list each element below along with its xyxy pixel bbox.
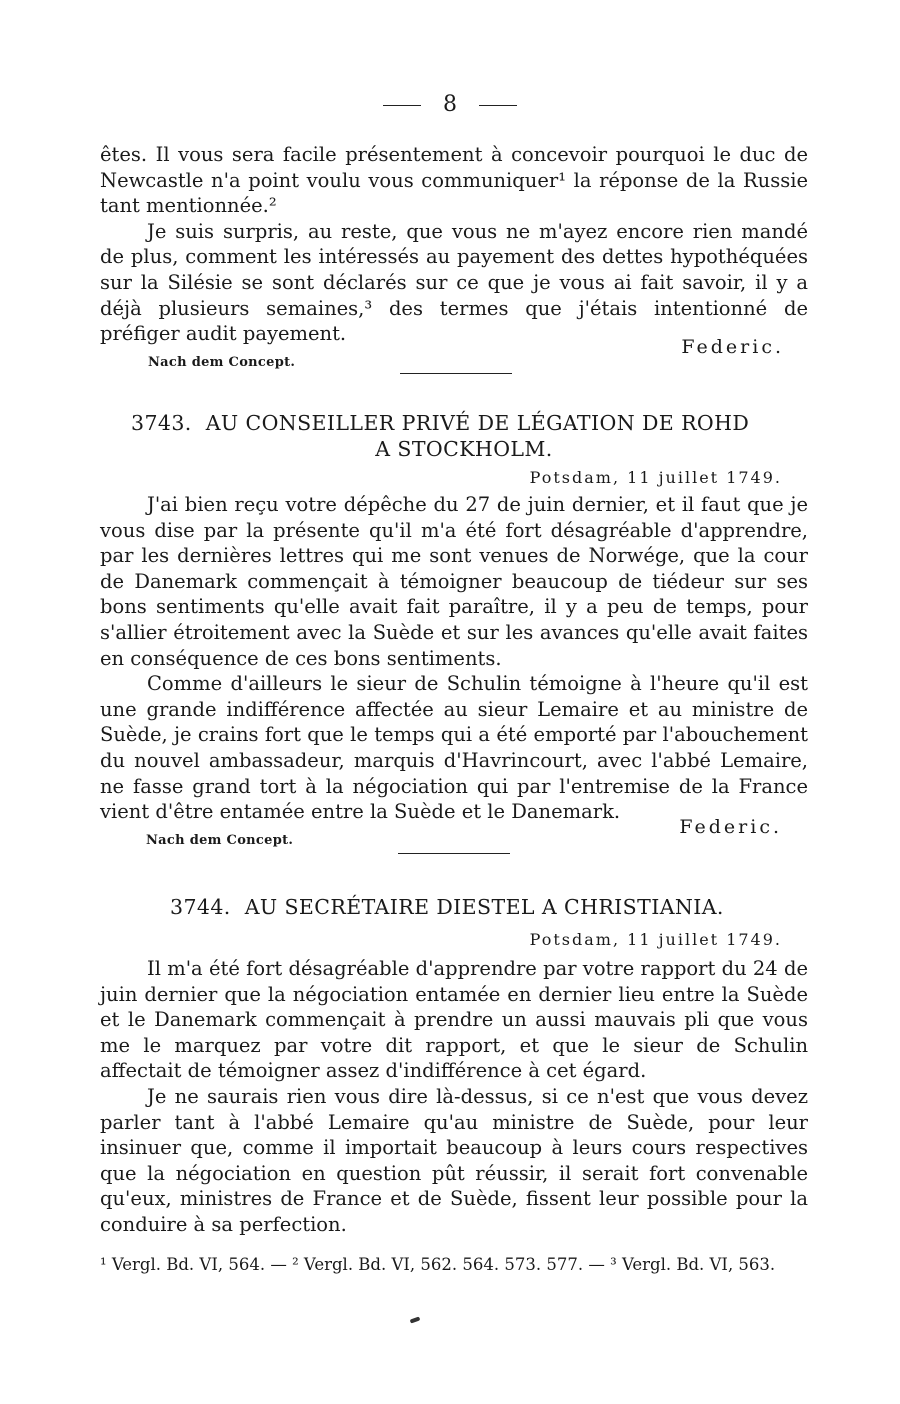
paragraph: Comme d'ailleurs le sieur de Schulin témoigne à l'heure qu'il est une grande indifférence affectée au sieur Lemaire et au ministre de Suède, je crains fort que le temps qui a été emporté par l'abouchement du nouvel ambassadeur, marquis d'Havrincourt, avec l'abbé Lemaire, ne fasse grand tort à la négociation qui par l'entremise de la France vient d'être entamée entre la Suède et le Danemark. <box>100 672 808 824</box>
paragraph: Je suis surpris, au reste, que vous ne m'ayez encore rien mandé de plus, comment les intéressés au payement des dettes hypothéquées sur la Silésie se sont déclarés sur ce que je vous ai fait savoir, il y a déjà plusieurs semaines,³ des termes que j'étais intentionné de préfiger audit payement. <box>100 219 808 346</box>
letter-title: AU SECRÉTAIRE DIESTEL A CHRISTIANIA. <box>244 895 724 919</box>
letter-dateline <box>530 930 782 949</box>
paragraph: Je ne saurais rien vous dire là-dessus, si ce n'est que vous devez parler tant à l'abbé Lemaire qu'au ministre de Suède, pour leur insinuer que, comme il importait beaucoup à leurs cours respectives que la négociation en question pût réussir, il serait fort convenable qu'eux, ministres de France et de Suède, fissent leur possible pour la conduire à sa perfection. <box>100 1084 808 1236</box>
page-number: 8 <box>443 92 457 117</box>
ink-mark <box>410 1316 421 1323</box>
letter-title: AU CONSEILLER PRIVÉ DE LÉGATION DE ROHD <box>205 411 750 435</box>
page-header <box>0 92 900 117</box>
letter-number: 3744. <box>170 895 231 919</box>
previous-letter-continuation <box>100 142 808 347</box>
letter-number: 3743. <box>131 411 192 435</box>
letter-heading <box>0 410 900 462</box>
letter-date: 11 juillet 1749. <box>627 468 782 487</box>
letter-heading <box>0 894 900 920</box>
letter-body <box>100 956 808 1238</box>
paragraph: êtes. Il vous sera facile présentement à concevoir pourquoi le duc de Newcastle n'a point voulu vous communiquer¹ la réponse de la Russie tant mentionnée.² <box>100 143 808 218</box>
paragraph: J'ai bien reçu votre dépêche du 27 de juin dernier, et il faut que je vous dise par la présente qu'il m'a été fort désagréable d'apprendre, par les dernières lettres qui me sont venues de Norwége, que la cour de Danemark commençait à témoigner beaucoup de tiédeur sur ses bons sentiments qu'elle avait fait paraître, il y a peu de temps, pour s'allier étroitement avec la Suède et sur les avances qu'elle avait faites en conséquence de ces bons sentiments. <box>100 493 808 670</box>
letter-date: 11 juillet 1749. <box>627 930 782 949</box>
letter-place: Potsdam, <box>529 468 621 487</box>
source-note: Nach dem Concept. <box>146 833 294 848</box>
paragraph: Il m'a été fort désagréable d'apprendre par votre rapport du 24 de juin dernier que la négociation entamée en dernier lieu entre la Suède et le Danemark commençait à prendre un aussi mauvais pli que vous me le marquez par votre dit rapport, et que le sieur de Schulin affectait de témoigner assez d'indifférence à cet égard. <box>100 957 808 1083</box>
signature: Federic. <box>679 816 782 838</box>
letter-title-line2: A STOCKHOLM. <box>375 437 553 461</box>
section-divider <box>398 853 510 854</box>
source-note: Nach dem Concept. <box>148 355 296 370</box>
header-dash-right <box>479 105 517 106</box>
header-dash-left <box>383 105 421 106</box>
letter-place: Potsdam, <box>529 930 621 949</box>
letter-body <box>100 492 808 825</box>
letter-dateline <box>530 468 782 487</box>
footnotes: ¹ Vergl. Bd. VI, 564. — ² Vergl. Bd. VI, 562. 564. 573. 577. — ³ Vergl. Bd. VI, 563. <box>100 1255 776 1274</box>
section-divider <box>400 373 512 374</box>
signature: Federic. <box>681 336 784 358</box>
